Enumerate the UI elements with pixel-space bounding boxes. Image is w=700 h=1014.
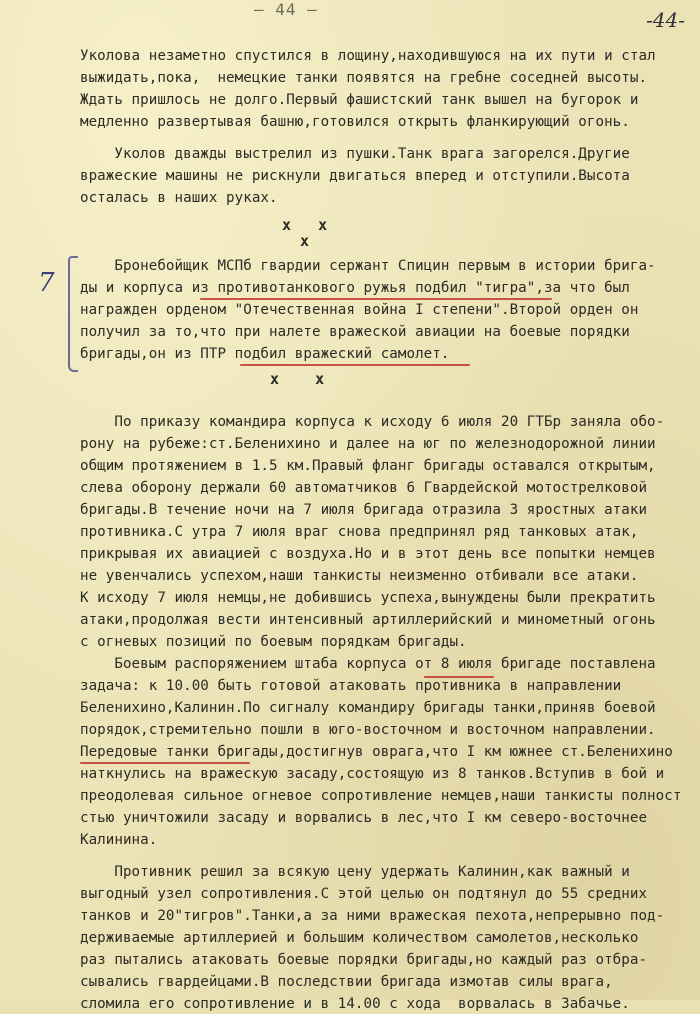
text-line: получил за то,что при налете вражеской авиации на боевые порядки <box>80 324 630 340</box>
text-line: раз пытались атаковать боевые порядки бригады,но каждый раз отбра- <box>80 952 648 968</box>
text-line: Уколова незаметно спустился в лощину,находившуюся на их пути и стал <box>80 48 656 64</box>
text-line: награжден орденом "Отечественная война I степени".Второй орден он <box>80 302 639 318</box>
text-line: атаки,продолжая вести интенсивный артиллерийский и минометный огонь <box>80 612 656 628</box>
text-line: с огневых позиций по боевым порядкам бригады. <box>80 634 467 650</box>
margin-bracket <box>68 256 78 372</box>
red-underline <box>200 298 552 300</box>
text-line: Калинина. <box>80 832 158 848</box>
text-line: противника.С утра 7 июля враг снова предпринял ряд танковых атак, <box>80 524 639 540</box>
text-line: сывались гвардейцами.В последствии бригада измотав силы врага, <box>80 974 613 990</box>
text-line: Боевым распоряжением штаба корпуса от 8 июля бригаде поставлена <box>80 656 656 672</box>
text-line: По приказу командира корпуса к исходу 6 июля 20 ГТБр заняла обо- <box>80 414 665 430</box>
text-line: выжидать,пока, немецкие танки появятся на гребне соседней высоты. <box>80 70 648 86</box>
text-line: сломила его сопротивление и в 14.00 с хода ворвалась в Забачье. <box>80 996 630 1012</box>
section-separator: x x <box>282 216 328 234</box>
text-line: ды и корпуса из противотанкового ружья подбил "тигра",за что был <box>80 280 630 296</box>
text-line: Бронебойщик МСПб гвардии сержант Спицин первым в истории брига- <box>80 258 656 274</box>
red-underline <box>424 676 494 678</box>
red-underline <box>240 364 470 366</box>
text-line: держиваемые артиллерией и большим количеством самолетов,несколько <box>80 930 639 946</box>
text-line: Уколов дважды выстрелил из пушки.Танк врага загорелся.Другие <box>80 146 630 162</box>
text-line: рону на рубеже:ст.Беленихино и далее на юг по железнодорожной линии <box>80 436 656 452</box>
text-line: общим протяжением в 1.5 км.Правый фланг бригады оставался открытым, <box>80 458 656 474</box>
top-page-number: — 44 — <box>254 0 318 19</box>
text-line: К исходу 7 июля немцы,не добившись успеха,вынуждены были прекратить <box>80 590 656 606</box>
margin-annotation: 7 <box>38 268 55 298</box>
text-line: Ждать пришлось не долго.Первый фашистский танк вышел на бугорок и <box>80 92 639 108</box>
text-line: наткнулись на вражескую засаду,состоящую из 8 танков.Вступив в бой и <box>80 766 665 782</box>
text-line: порядок,стремительно пошли в юго-восточном и восточном направлении. <box>80 722 656 738</box>
text-line: стью уничтожили засаду и ворвались в лес,что I км северо-восточнее <box>80 810 648 826</box>
text-line: танков и 20"тигров".Танки,а за ними вражеская пехота,непрерывно под- <box>80 908 665 924</box>
section-separator: x x <box>270 370 325 388</box>
text-line: осталась в наших руках. <box>80 190 278 206</box>
text-line: бригады,он из ПТР подбил вражеский самолет. <box>80 346 450 362</box>
page-number: -44- <box>646 8 685 32</box>
text-line: задача: к 10.00 быть готовой атаковать противника в направлении <box>80 678 622 694</box>
text-line: вражеские машины не рискнули двигаться вперед и отступили.Высота <box>80 168 630 184</box>
text-line: Передовые танки бригады,достигнув оврага,что I км южнее ст.Беленихино <box>80 744 673 760</box>
text-line: выгодный узел сопротивления.С этой целью он подтянул до 55 средних <box>80 886 648 902</box>
section-separator: x <box>300 232 310 250</box>
text-line: Беленихино,Калинин.По сигналу командиру бригады танки,приняв боевой <box>80 700 656 716</box>
text-line: Противник решил за всякую цену удержать Калинин,как важный и <box>80 864 630 880</box>
red-underline <box>80 762 250 764</box>
text-line: преодолевая сильное огневое сопротивление немцев,наши танкисты полност <box>80 788 682 804</box>
text-line: не увенчались успехом,наши танкисты неизменно отбивали все атаки. <box>80 568 639 584</box>
text-line: медленно развертывая башню,готовился открыть фланкирующий огонь. <box>80 114 630 130</box>
text-line: слева оборону держали 60 автоматчиков 6 Гвардейской мотострелковой <box>80 480 648 496</box>
text-line: бригады.В течение ночи на 7 июля бригада отразила 3 яростных атаки <box>80 502 648 518</box>
text-line: прикрывая их авиацией с воздуха.Но и в этот день все попытки немцев <box>80 546 656 562</box>
